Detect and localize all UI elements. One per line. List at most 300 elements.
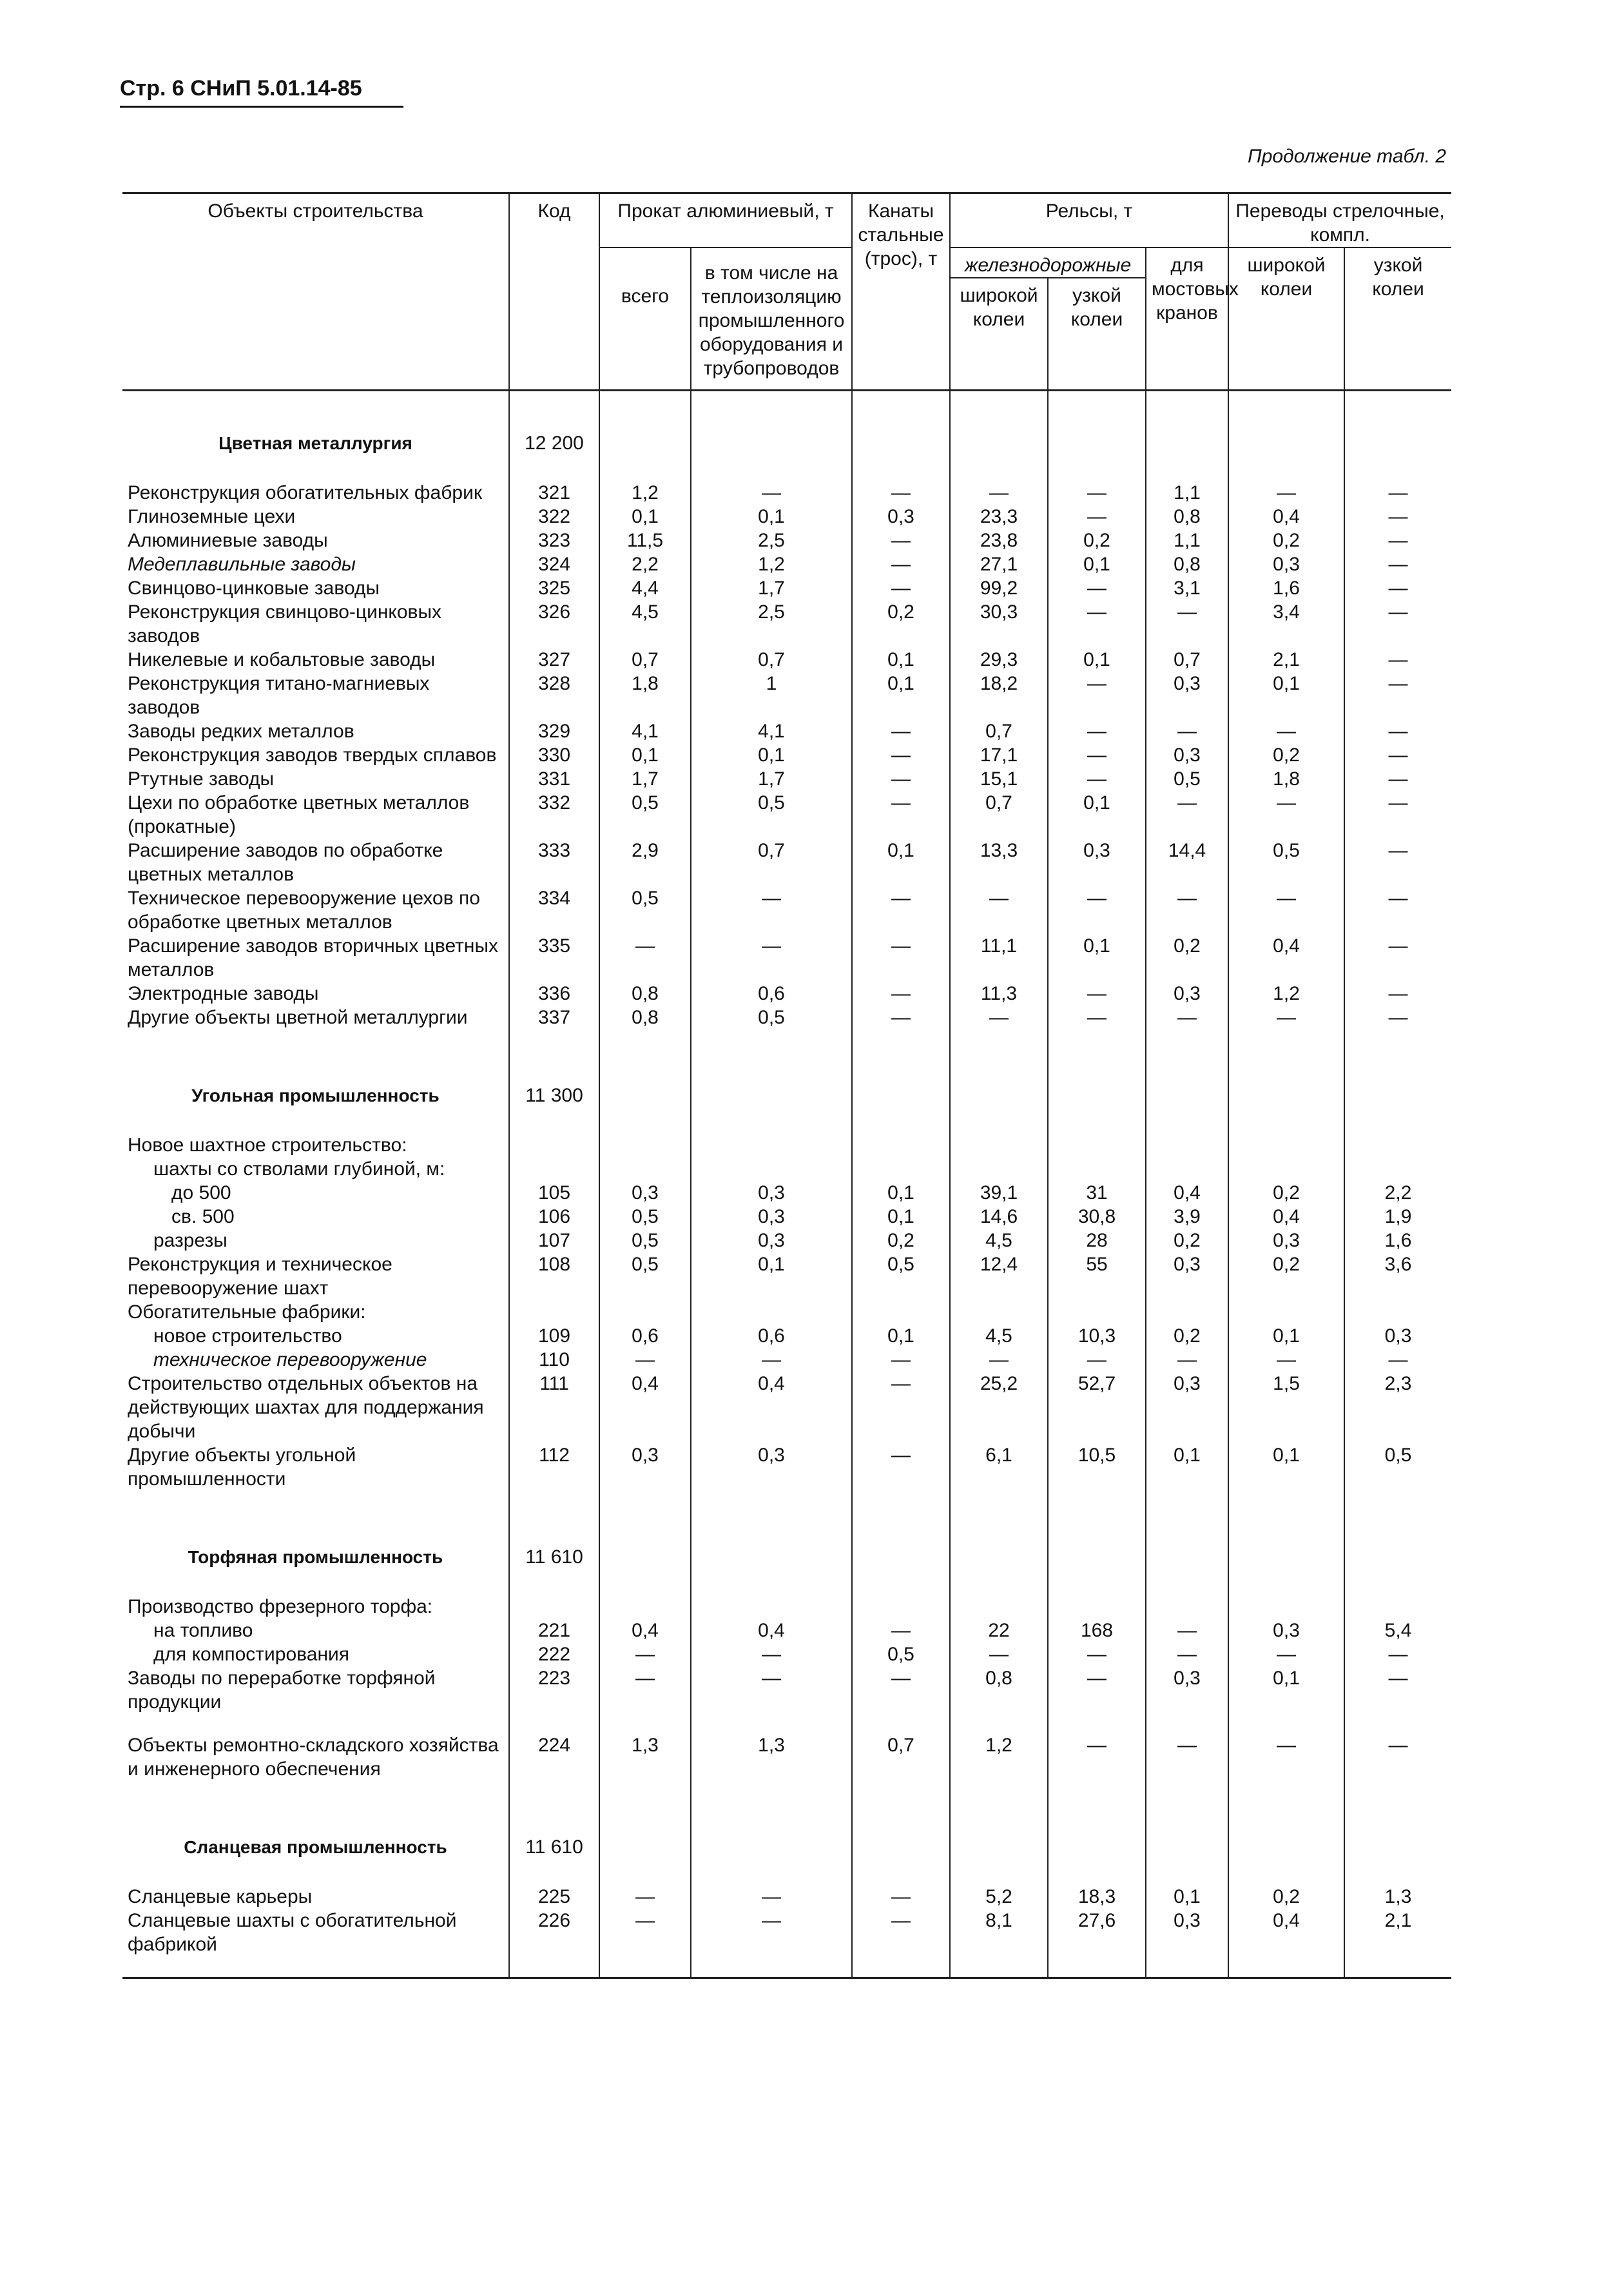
table-row	[122, 1909, 1451, 1978]
value-cell: —	[950, 886, 1048, 934]
value-cell: —	[1146, 1006, 1228, 1029]
value-cell	[950, 1595, 1048, 1619]
value-cell: —	[1146, 719, 1228, 743]
value-cell: 0,1	[1228, 1666, 1344, 1714]
value-cell: 0,5	[599, 886, 691, 934]
value-cell: 0,2	[1228, 1252, 1344, 1300]
object-code: 331	[509, 767, 599, 791]
value-cell: 0,3	[1146, 1666, 1228, 1714]
value-cell: 2,1	[1344, 1909, 1451, 1978]
value-cell: —	[1048, 505, 1146, 529]
value-cell: 4,5	[599, 600, 691, 648]
value-cell: 2,3	[1344, 1372, 1451, 1443]
value-cell: 0,3	[691, 1181, 852, 1205]
object-name: Глиноземные цехи	[128, 506, 296, 527]
value-cell: —	[950, 1642, 1048, 1666]
value-cell: 5,4	[1344, 1619, 1451, 1642]
object-name: на топливо	[153, 1620, 253, 1641]
table-row	[122, 1619, 1451, 1642]
value-cell: —	[852, 743, 950, 767]
object-name: Реконструкция обогатительных фабрик	[128, 482, 482, 503]
value-cell: 1,7	[599, 767, 691, 791]
value-cell: 0,7	[691, 648, 852, 672]
empty-cell	[599, 1491, 691, 1595]
value-cell: 0,7	[599, 648, 691, 672]
section-title: Цветная металлургия	[218, 433, 412, 453]
value-cell: 27,1	[950, 552, 1048, 576]
value-cell: 2,5	[691, 529, 852, 552]
empty-cell	[1048, 1029, 1146, 1133]
value-cell	[691, 1595, 852, 1619]
empty-cell	[852, 391, 950, 482]
header-switch-narrow: узкой колеи	[1344, 248, 1451, 391]
table-continuation-label: Продолжение табл. 2	[1248, 146, 1446, 167]
value-cell: —	[1344, 600, 1451, 648]
value-cell: 0,5	[1344, 1443, 1451, 1491]
value-cell: —	[1146, 886, 1228, 934]
value-cell: —	[852, 576, 950, 600]
value-cell: 0,1	[691, 1252, 852, 1300]
object-code: 108	[509, 1252, 599, 1300]
value-cell	[1048, 1300, 1146, 1324]
value-cell: —	[852, 1443, 950, 1491]
value-cell: 0,3	[1146, 672, 1228, 719]
object-code: 223	[509, 1666, 599, 1714]
value-cell: 1,2	[950, 1714, 1048, 1781]
value-cell	[1048, 1157, 1146, 1181]
object-code: 333	[509, 839, 599, 886]
object-name: Реконструкция и техническое перевооружение шахт	[128, 1254, 392, 1299]
table-row	[122, 552, 1451, 576]
empty-cell	[599, 391, 691, 482]
value-cell: 0,2	[1048, 529, 1146, 552]
value-cell: 0,2	[1228, 529, 1344, 552]
table-row	[122, 1181, 1451, 1205]
empty-cell	[1146, 1029, 1228, 1133]
empty-cell	[1228, 1781, 1344, 1885]
table-row	[122, 1205, 1451, 1229]
empty-cell	[852, 1029, 950, 1133]
value-cell	[691, 1133, 852, 1157]
value-cell: 1,2	[599, 481, 691, 505]
value-cell: 99,2	[950, 576, 1048, 600]
value-cell: 55	[1048, 1252, 1146, 1300]
value-cell: 0,5	[599, 1205, 691, 1229]
value-cell: 13,3	[950, 839, 1048, 886]
value-cell: 0,3	[691, 1443, 852, 1491]
value-cell: 23,8	[950, 529, 1048, 552]
value-cell: —	[1344, 791, 1451, 839]
value-cell: —	[1146, 1714, 1228, 1781]
header-rails-broad: широкой колеи	[950, 278, 1048, 391]
value-cell: 0,2	[1146, 1324, 1228, 1348]
value-cell: 0,1	[691, 743, 852, 767]
value-cell: 0,3	[1146, 1909, 1228, 1978]
empty-cell	[599, 1029, 691, 1133]
value-cell: —	[1344, 1348, 1451, 1372]
object-name: Сланцевые шахты с обогатительной фабрикой	[122, 1909, 509, 1978]
value-cell: 22	[950, 1619, 1048, 1642]
object-code: 326	[509, 600, 599, 648]
value-cell: —	[1344, 886, 1451, 934]
value-cell: 0,7	[691, 839, 852, 886]
value-cell: —	[852, 886, 950, 934]
table-row	[122, 743, 1451, 767]
header-switches: Переводы стрелочные, компл.	[1228, 193, 1451, 248]
section-code: 11 300	[509, 1029, 599, 1133]
object-code: 325	[509, 576, 599, 600]
value-cell: —	[852, 552, 950, 576]
value-cell: 6,1	[950, 1443, 1048, 1491]
section-row	[122, 1029, 1451, 1133]
value-cell: —	[852, 1885, 950, 1909]
value-cell: 0,8	[599, 982, 691, 1006]
value-cell	[1146, 1133, 1228, 1157]
object-name: новое строительство	[153, 1325, 342, 1347]
value-cell: —	[852, 529, 950, 552]
value-cell: 0,3	[852, 505, 950, 529]
value-cell: 30,8	[1048, 1205, 1146, 1229]
object-name: Ртутные заводы	[128, 768, 275, 790]
value-cell: —	[950, 481, 1048, 505]
value-cell: —	[950, 1006, 1048, 1029]
empty-cell	[691, 391, 852, 482]
value-cell: —	[1344, 505, 1451, 529]
object-code	[509, 1300, 599, 1324]
object-code	[509, 1157, 599, 1181]
value-cell: —	[1146, 600, 1228, 648]
table-row	[122, 600, 1451, 648]
page-header: Стр. 6 СНиП 5.01.14-85	[120, 76, 362, 101]
section-row	[122, 1491, 1451, 1595]
value-cell: 0,1	[599, 743, 691, 767]
value-cell: 1,3	[691, 1714, 852, 1781]
object-code: 226	[509, 1909, 599, 1978]
empty-cell	[1048, 391, 1146, 482]
value-cell: 2,5	[691, 600, 852, 648]
value-cell: 0,6	[599, 1324, 691, 1348]
value-cell: 3,9	[1146, 1205, 1228, 1229]
value-cell: 1,5	[1228, 1372, 1344, 1443]
value-cell: 0,4	[691, 1372, 852, 1443]
value-cell: 4,4	[599, 576, 691, 600]
value-cell: 2,2	[599, 552, 691, 576]
object-name: Расширение заводов вторичных цветных металлов	[128, 935, 499, 980]
value-cell: 4,5	[950, 1324, 1048, 1348]
object-name: Алюминиевые заводы	[128, 530, 328, 551]
value-cell: —	[1146, 791, 1228, 839]
object-name: до 500	[171, 1182, 231, 1203]
value-cell: 0,4	[599, 1619, 691, 1642]
value-cell: —	[691, 1642, 852, 1666]
object-code: 321	[509, 481, 599, 505]
object-name: Строительство отдельных объектов на действующих шахтах для поддержания добычи	[128, 1373, 484, 1442]
header-rails: Рельсы, т	[950, 193, 1228, 248]
value-cell: 0,8	[1146, 552, 1228, 576]
table-row	[122, 1229, 1451, 1252]
table-row	[122, 719, 1451, 743]
value-cell: —	[599, 1909, 691, 1978]
header-aluminum-insulation: в том числе на теплоизоляцию промышленного оборудования и трубопроводов	[691, 248, 852, 391]
value-cell: 30,3	[950, 600, 1048, 648]
value-cell: —	[1048, 576, 1146, 600]
value-cell: 11,3	[950, 982, 1048, 1006]
value-cell: 2,1	[1228, 648, 1344, 672]
value-cell: 0,1	[1146, 1885, 1228, 1909]
value-cell: —	[1344, 552, 1451, 576]
value-cell: 0,3	[1146, 982, 1228, 1006]
table-row	[122, 1324, 1451, 1348]
table-row	[122, 1714, 1451, 1781]
value-cell: 0,2	[1228, 743, 1344, 767]
empty-cell	[691, 1029, 852, 1133]
object-name: Другие объекты угольной промышленности	[128, 1445, 356, 1490]
value-cell: —	[1228, 481, 1344, 505]
value-cell	[599, 1157, 691, 1181]
table-row	[122, 1252, 1451, 1300]
value-cell: 0,3	[1228, 552, 1344, 576]
value-cell: 18,3	[1048, 1885, 1146, 1909]
value-cell: 3,1	[1146, 576, 1228, 600]
empty-cell	[1048, 1491, 1146, 1595]
value-cell: 4,1	[599, 719, 691, 743]
value-cell: —	[1344, 982, 1451, 1006]
value-cell: —	[1344, 1666, 1451, 1714]
value-cell: 10,3	[1048, 1324, 1146, 1348]
value-cell: 0,1	[852, 1324, 950, 1348]
object-code: 106	[509, 1205, 599, 1229]
table-row	[122, 648, 1451, 672]
value-cell: 17,1	[950, 743, 1048, 767]
object-code: 111	[509, 1372, 599, 1443]
value-cell	[1344, 1595, 1451, 1619]
empty-cell	[1344, 1029, 1451, 1133]
value-cell: —	[1048, 719, 1146, 743]
object-code: 329	[509, 719, 599, 743]
section-title: Сланцевая промышленность	[184, 1837, 447, 1857]
object-code: 221	[509, 1619, 599, 1642]
value-cell: —	[1344, 648, 1451, 672]
value-cell: 0,1	[852, 1181, 950, 1205]
value-cell: —	[1344, 767, 1451, 791]
value-cell: —	[852, 791, 950, 839]
value-cell: —	[599, 1348, 691, 1372]
value-cell: 0,7	[852, 1714, 950, 1781]
value-cell	[950, 1157, 1048, 1181]
value-cell	[852, 1300, 950, 1324]
object-name: Цехи по обработке цветных металлов (прокатные)	[128, 792, 470, 837]
object-name: Заводы редких металлов	[128, 721, 354, 742]
value-cell: 0,6	[691, 982, 852, 1006]
empty-cell	[599, 1781, 691, 1885]
value-cell: 0,1	[852, 839, 950, 886]
value-cell	[852, 1595, 950, 1619]
value-cell: —	[1048, 982, 1146, 1006]
value-cell: 0,1	[1228, 1324, 1344, 1348]
value-cell: —	[852, 481, 950, 505]
header-bridge-cranes: для мостовых кранов	[1146, 248, 1228, 391]
object-name: разрезы	[153, 1230, 227, 1251]
table-row	[122, 839, 1451, 886]
section-code: 12 200	[509, 391, 599, 482]
table-row	[122, 1885, 1451, 1909]
value-cell: 0,8	[1146, 505, 1228, 529]
object-name: Расширение заводов по обработке цветных металлов	[128, 840, 443, 885]
value-cell: —	[1344, 1006, 1451, 1029]
value-cell: —	[599, 1885, 691, 1909]
value-cell: 3,6	[1344, 1252, 1451, 1300]
section-row	[122, 1781, 1451, 1885]
value-cell: 0,1	[1048, 648, 1146, 672]
value-cell: 11,5	[599, 529, 691, 552]
materials-table	[122, 192, 1451, 1979]
value-cell: 0,5	[599, 1229, 691, 1252]
value-cell: 1,8	[599, 672, 691, 719]
table-row	[122, 1595, 1451, 1619]
header-ropes: Канаты стальные (трос), т	[852, 193, 950, 391]
value-cell	[1048, 1133, 1146, 1157]
value-cell: 0,5	[691, 791, 852, 839]
table-row	[122, 1157, 1451, 1181]
value-cell: 4,1	[691, 719, 852, 743]
value-cell: —	[852, 1372, 950, 1443]
value-cell: 0,1	[852, 648, 950, 672]
object-code: 224	[509, 1714, 599, 1781]
value-cell	[1344, 1133, 1451, 1157]
value-cell: 0,1	[691, 505, 852, 529]
value-cell: 0,2	[1146, 934, 1228, 982]
header-aluminum-total: всего	[599, 248, 691, 391]
object-name: Никелевые и кобальтовые заводы	[128, 649, 436, 670]
value-cell: —	[1228, 1348, 1344, 1372]
value-cell: 1,8	[1228, 767, 1344, 791]
table-row	[122, 1666, 1451, 1714]
value-cell: 0,4	[1228, 1205, 1344, 1229]
value-cell: 1,6	[1344, 1229, 1451, 1252]
value-cell	[1146, 1157, 1228, 1181]
object-code	[509, 1133, 599, 1157]
value-cell: —	[852, 934, 950, 982]
section-title: Угольная промышленность	[191, 1085, 440, 1105]
empty-cell	[691, 1491, 852, 1595]
value-cell: —	[1228, 719, 1344, 743]
value-cell: —	[1344, 1642, 1451, 1666]
table-row	[122, 1133, 1451, 1157]
value-cell: 0,1	[1228, 672, 1344, 719]
value-cell: —	[1344, 481, 1451, 505]
header-rule	[120, 106, 403, 108]
object-name: Свинцово-цинковые заводы	[128, 578, 380, 599]
value-cell: —	[1048, 1006, 1146, 1029]
table-row	[122, 1300, 1451, 1324]
value-cell: 1,3	[599, 1714, 691, 1781]
object-code: 112	[509, 1443, 599, 1491]
value-cell	[1344, 1300, 1451, 1324]
table-row	[122, 886, 1451, 934]
value-cell: 0,3	[1048, 839, 1146, 886]
value-cell	[1228, 1595, 1344, 1619]
value-cell: —	[691, 934, 852, 982]
table-row	[122, 1372, 1451, 1443]
value-cell: 0,1	[1146, 1443, 1228, 1491]
empty-cell	[852, 1781, 950, 1885]
value-cell: 29,3	[950, 648, 1048, 672]
value-cell: 0,2	[1146, 1229, 1228, 1252]
value-cell: 0,3	[599, 1181, 691, 1205]
value-cell: 1,3	[1344, 1885, 1451, 1909]
value-cell	[1146, 1595, 1228, 1619]
object-name: шахты со стволами глубиной, м:	[153, 1158, 445, 1180]
value-cell: 0,7	[950, 719, 1048, 743]
value-cell: 0,3	[1146, 1372, 1228, 1443]
value-cell: 0,5	[599, 1252, 691, 1300]
value-cell: 0,5	[852, 1252, 950, 1300]
empty-cell	[950, 391, 1048, 482]
value-cell: 1,9	[1344, 1205, 1451, 1229]
value-cell: 14,6	[950, 1205, 1048, 1229]
value-cell: 0,7	[1146, 648, 1228, 672]
value-cell: 0,2	[852, 1229, 950, 1252]
value-cell	[852, 1133, 950, 1157]
value-cell: —	[1228, 886, 1344, 934]
object-name: Новое шахтное строительство:	[128, 1134, 407, 1156]
value-cell: 2,9	[599, 839, 691, 886]
value-cell: 3,4	[1228, 600, 1344, 648]
value-cell: —	[691, 1348, 852, 1372]
value-cell: —	[852, 982, 950, 1006]
value-cell: 1,2	[691, 552, 852, 576]
value-cell: 14,4	[1146, 839, 1228, 886]
value-cell: —	[852, 1348, 950, 1372]
value-cell: 1,1	[1146, 529, 1228, 552]
object-code: 222	[509, 1642, 599, 1666]
value-cell: 0,1	[1048, 934, 1146, 982]
value-cell	[599, 1300, 691, 1324]
object-code: 332	[509, 791, 599, 839]
value-cell: 0,8	[599, 1006, 691, 1029]
object-name: для компостирования	[153, 1644, 350, 1665]
value-cell: 0,2	[852, 600, 950, 648]
value-cell: 0,4	[1146, 1181, 1228, 1205]
table-row	[122, 1348, 1451, 1372]
value-cell: 1,7	[691, 767, 852, 791]
table-row	[122, 672, 1451, 719]
value-cell	[599, 1133, 691, 1157]
empty-cell	[950, 1029, 1048, 1133]
object-code: 335	[509, 934, 599, 982]
value-cell: —	[1228, 1006, 1344, 1029]
value-cell: —	[691, 1909, 852, 1978]
value-cell	[599, 1595, 691, 1619]
value-cell: 168	[1048, 1619, 1146, 1642]
object-code: 336	[509, 982, 599, 1006]
value-cell: —	[691, 886, 852, 934]
table-row	[122, 505, 1451, 529]
header-objects: Объекты строительства	[122, 193, 509, 391]
value-cell: 0,3	[1344, 1324, 1451, 1348]
value-cell: 0,5	[691, 1006, 852, 1029]
value-cell: 0,5	[1146, 767, 1228, 791]
table-row	[122, 481, 1451, 505]
value-cell: —	[852, 767, 950, 791]
empty-cell	[1344, 1491, 1451, 1595]
value-cell: 0,4	[1228, 934, 1344, 982]
value-cell: —	[1048, 1714, 1146, 1781]
object-name: Электродные заводы	[128, 983, 319, 1004]
empty-cell	[950, 1781, 1048, 1885]
value-cell: 31	[1048, 1181, 1146, 1205]
value-cell: 0,1	[852, 672, 950, 719]
